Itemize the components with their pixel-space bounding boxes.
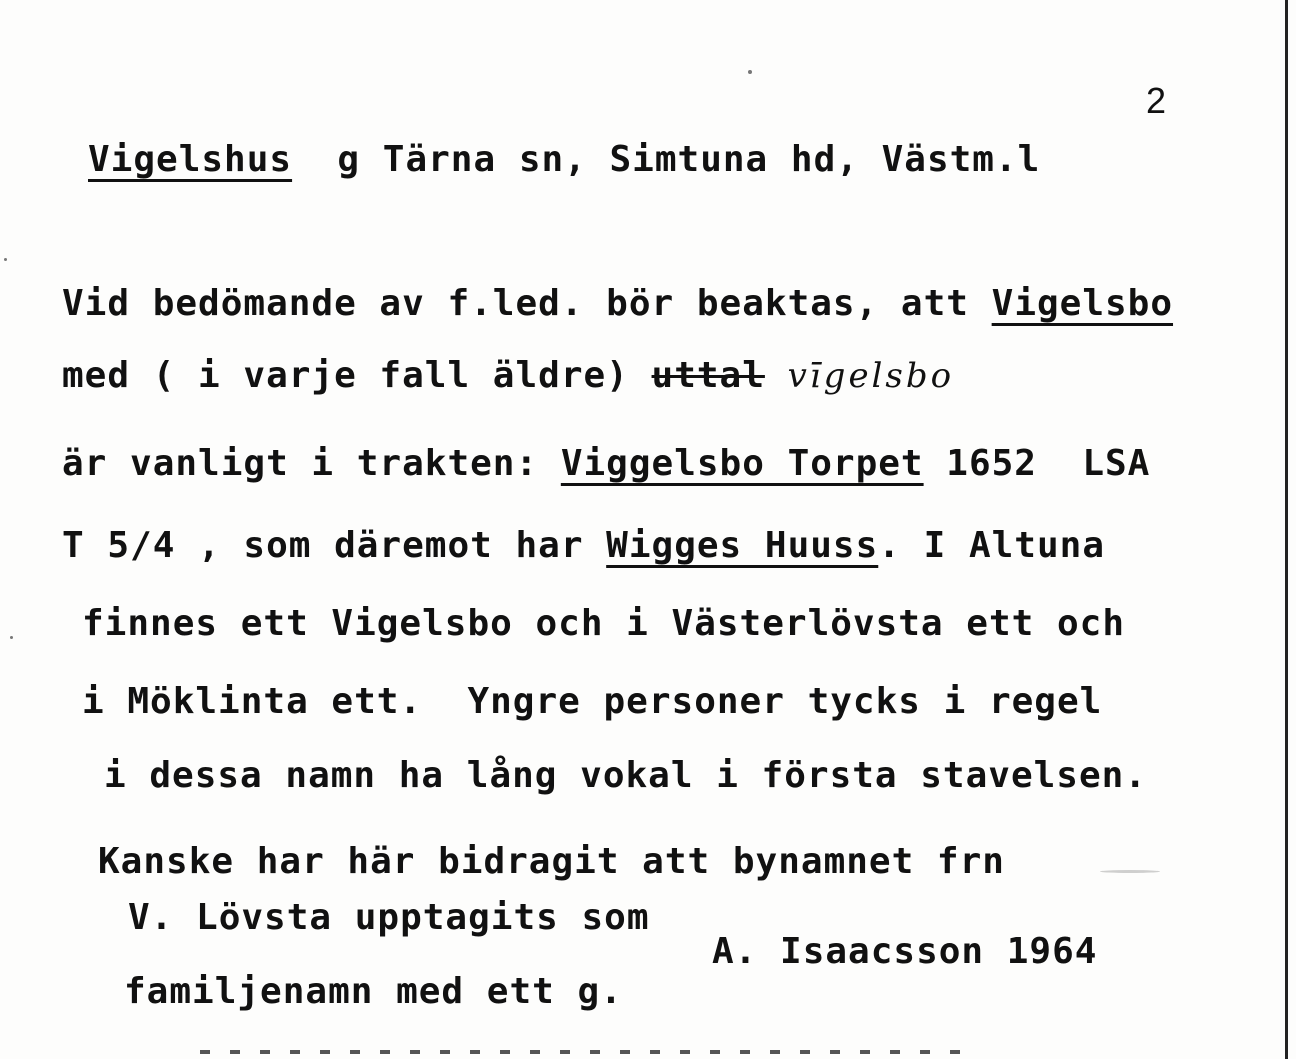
paragraph1-line4: [62, 526, 1105, 566]
heading-name: Vigelshus: [88, 139, 293, 180]
paragraph1-line7: i dessa namn ha lång vokal i första stavelsen.: [104, 755, 1147, 796]
handwritten-pronunciation: vīgelsbo: [787, 356, 955, 396]
bottom-edge-noise: [200, 1050, 960, 1054]
paper-smudge: [1100, 870, 1160, 873]
paragraph1-line1: [62, 284, 1173, 324]
paragraph1-line3: [62, 444, 1150, 484]
line-text: T 5/4 , som däremot har: [62, 525, 607, 566]
paragraph2-line2: V. Lövsta upptagits som: [128, 897, 650, 938]
paragraph1-line2: [62, 356, 954, 396]
underlined-vigelsbo: Vigelsbo: [991, 283, 1174, 324]
card-right-edge: [1285, 0, 1288, 1059]
paper-speck: [748, 70, 752, 74]
underlined-wigges-huuss: Wigges Huuss: [606, 525, 879, 566]
paragraph1-line6: i Möklinta ett. Yngre personer tycks i regel: [82, 681, 1103, 722]
line-text: . I Altuna: [878, 525, 1106, 566]
page-number: 2: [1146, 80, 1167, 121]
line-text: 1652 LSA: [923, 443, 1151, 484]
underlined-viggelsbo-torpet: Viggelsbo Torpet: [560, 443, 924, 484]
heading-location: g Tärna sn, Simtuna hd, Västm.l: [292, 139, 1041, 180]
paragraph1-line5: finnes ett Vigelsbo och i Västerlövsta ett och: [82, 603, 1125, 644]
struck-word: uttal: [651, 355, 765, 396]
line-text: med ( i varje fall äldre): [62, 355, 652, 396]
paragraph2-line3: familjenamn med ett g.: [124, 971, 623, 1012]
paragraph2-line1: Kanske har här bidragit att bynamnet frn: [98, 841, 1005, 882]
paper-speck: [4, 258, 7, 261]
line-text: Vid bedömande av f.led. bör beaktas, att: [62, 283, 992, 324]
paper-speck: [10, 636, 13, 639]
signature: A. Isaacsson 1964: [712, 931, 1098, 972]
heading-line: [88, 140, 1040, 180]
line-text: är vanligt i trakten:: [62, 443, 561, 484]
